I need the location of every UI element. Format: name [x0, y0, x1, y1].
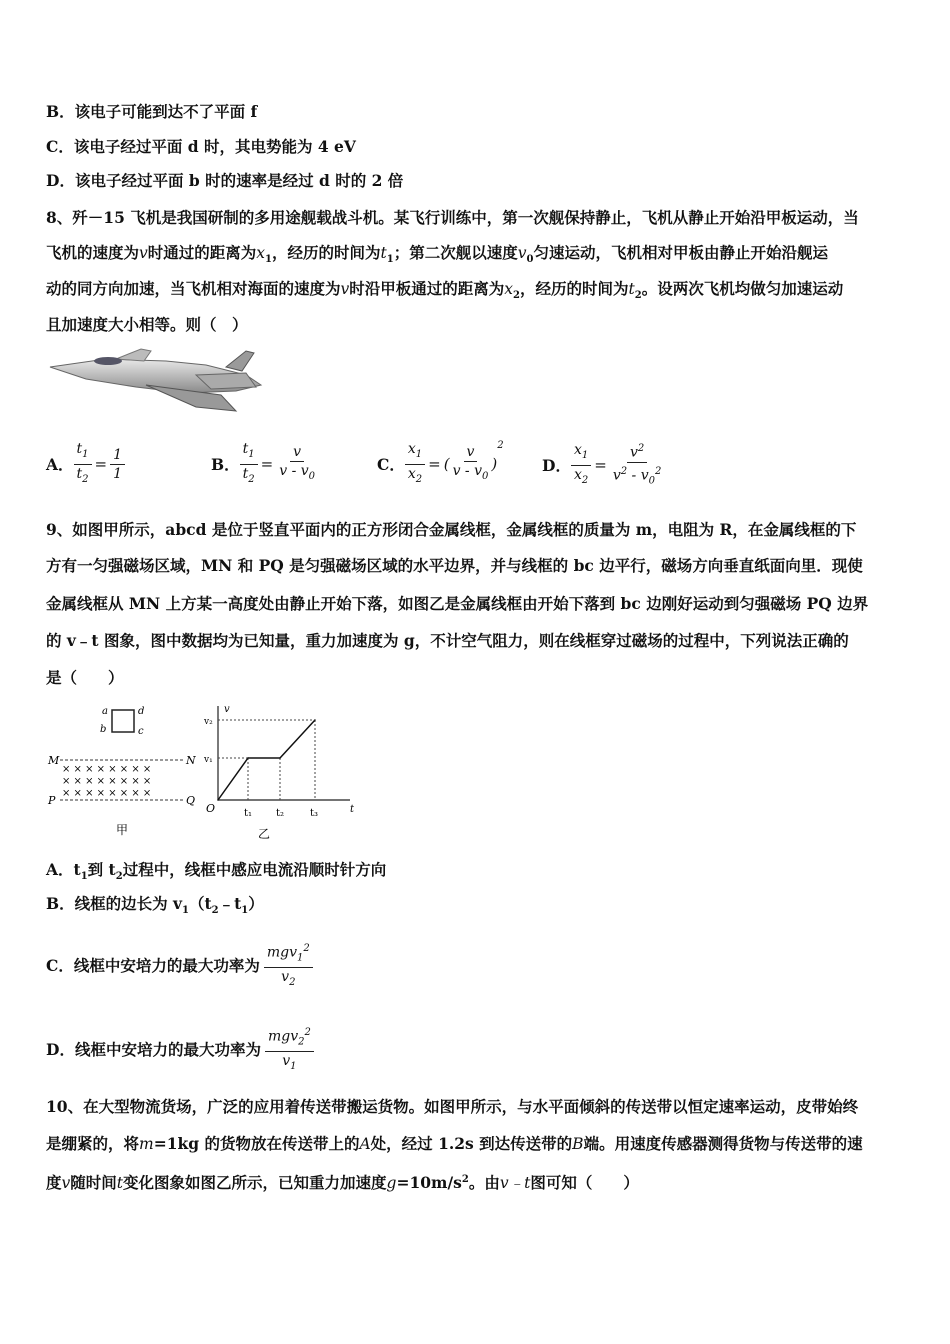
figure-yi-vt-graph: [200, 700, 360, 845]
v-axis-label: v: [224, 704, 230, 715]
q9-line3: 金属线框从 MN 上方某一高度处由静止开始下落，如图乙是金属线框由开始下落到 bc 边刚好运动到匀强磁场 PQ 边界: [46, 594, 869, 613]
q9-option-d[interactable]: D．线框中安培力的最大功率为 $\frac{mgv_2^2}{v_1}$: [46, 1024, 314, 1076]
prev-option-b: B．该电子可能到达不了平面 f: [46, 102, 258, 121]
field-crosses-row1: × × × × × × × ×: [62, 764, 152, 775]
label-d: d: [138, 706, 145, 717]
q9-line2: 方有一匀强磁场区域，MN 和 PQ 是匀强磁场区域的水平边界，并与线框的 bc 边平行，磁场方向垂直纸面向里．现使: [46, 556, 863, 575]
q10-line2: 是绷紧的，将m=1kg 的货物放在传送带上的A处，经过 1.2s 到达传送带的B端。用速度传感器测得货物与传送带的速: [46, 1134, 863, 1153]
q8-option-c[interactable]: C． $\frac{x_1}{x_2}$ = ( $\frac{v}{v - v_0}$ ) 2: [377, 440, 504, 485]
q10-line1: 10、在大型物流货场，广泛的应用着传送带搬运货物。如图甲所示，与水平面倾斜的传送带以恒定速率运动，皮带始终: [46, 1097, 859, 1116]
figure-jia-magnetic-field: [46, 700, 206, 840]
q8-line1: 8、歼－15 飞机是我国研制的多用途舰载战斗机。某飞行训练中，第一次舰保持静止，飞机从静止开始沿甲板运动，当: [46, 208, 859, 227]
v2-tick-label: v₂: [204, 717, 213, 727]
label-m: M: [48, 754, 60, 767]
vt-point-3: [314, 719, 316, 721]
caption-jia: 甲: [116, 823, 129, 837]
q8-line4: 且加速度大小相等。则（ ）: [46, 315, 248, 334]
q9-line4: 的 v﹣t 图象，图中数据均为已知量，重力加速度为 g，不计空气阻力，则在线框穿过磁场的过程中，下列说法正确的: [46, 631, 849, 650]
label-p: P: [48, 794, 56, 807]
label-b: b: [100, 724, 107, 735]
t2-tick-label: t₂: [276, 808, 285, 819]
fraction-one: $\frac{1}{1}$: [110, 446, 125, 483]
vt-point-1: [247, 757, 249, 759]
label-c: c: [138, 726, 144, 737]
fraction-t1-t2: $\frac{t_1}{t_2}$: [74, 440, 92, 489]
origin-label: O: [206, 802, 216, 815]
q8-option-d[interactable]: D． $\frac{x_1}{x_2}$ = $\frac{v^2}{v^2 - v_0^2}$: [542, 441, 662, 487]
jet-fighter-image: [46, 345, 268, 417]
v1-tick-label: v₁: [204, 755, 213, 765]
t3-tick-label: t₃: [310, 808, 319, 819]
q9-line1: 9、如图甲所示，abcd 是位于竖直平面内的正方形闭合金属线框，金属线框的质量为 m，电阻为 R，在金属线框的下: [46, 520, 857, 539]
field-crosses-row2: × × × × × × × ×: [62, 776, 152, 787]
q8-line2: 飞机的速度为v时通过的距离为$x_1$，经历的时间为$t_1$；第二次舰以速度$v_0$匀速运动，飞机相对甲板由静止开始沿舰运: [46, 243, 828, 266]
vt-series-line: [218, 720, 315, 800]
q9-option-c[interactable]: C．线框中安培力的最大功率为 $\frac{mgv_1^2}{v_2}$: [46, 940, 313, 992]
label-a: a: [102, 706, 108, 717]
q9-option-b[interactable]: B．线框的边长为 $v_1(t_2﹣t_1)$: [46, 894, 264, 917]
prev-option-c: C．该电子经过平面 d 时，其电势能为 4 eV: [46, 137, 356, 156]
q9-option-a[interactable]: A．$t_1$到 $t_2$过程中，线框中感应电流沿顺时针方向: [46, 860, 387, 883]
wire-frame-square: [112, 710, 134, 732]
vt-point-2: [279, 757, 281, 759]
prev-option-d: D．该电子经过平面 b 时的速率是经过 d 时的 2 倍: [46, 171, 404, 190]
t1-tick-label: t₁: [244, 808, 253, 819]
label-n: N: [186, 754, 196, 767]
q9-line5: 是（ ）: [46, 668, 124, 687]
q8-line3: 动的同方向加速，当飞机相对海面的速度为v时沿甲板通过的距离为$x_2$，经历的时间为$t_2$。设两次飞机均做匀加速运动: [46, 279, 844, 302]
vt-point-0: [217, 799, 219, 801]
q10-line3: 度v随时间t变化图象如图乙所示，已知重力加速度$g=10m/s^2$。由v﹣t图可知（ ）: [46, 1173, 639, 1193]
label-q: Q: [186, 794, 196, 807]
field-crosses-row3: × × × × × × × ×: [62, 788, 152, 799]
q8-option-a[interactable]: A． $\frac{t_1}{t_2}$ = $\frac{1}{1}$: [46, 440, 125, 489]
t-axis-label: t: [350, 804, 355, 815]
caption-yi: 乙: [258, 827, 271, 841]
q8-option-b[interactable]: B． $\frac{t_1}{t_2}$ = $\frac{v}{v - v_0}$: [211, 441, 316, 485]
